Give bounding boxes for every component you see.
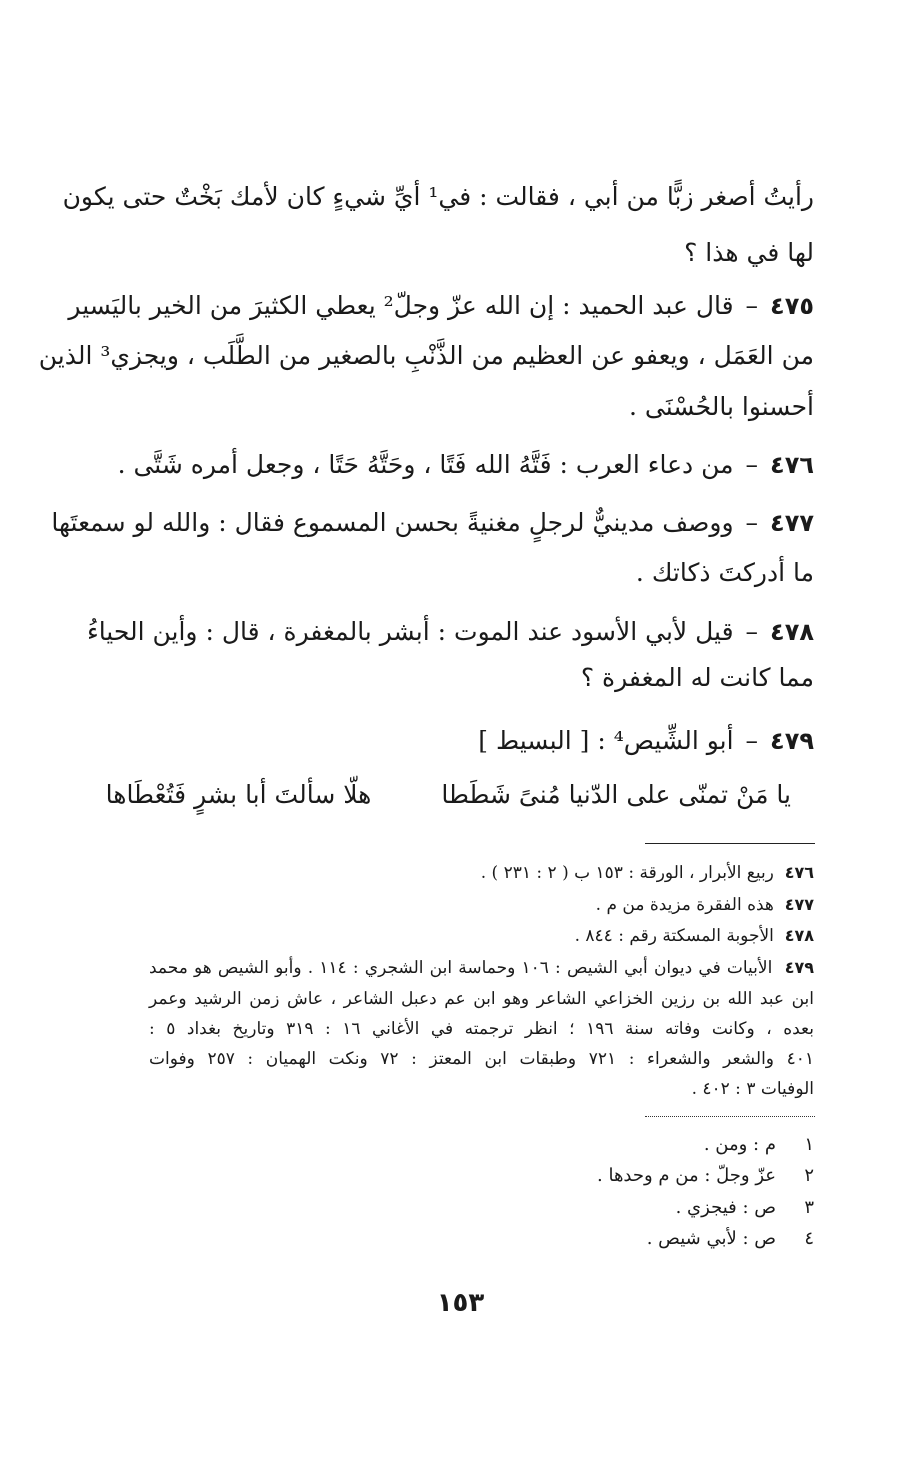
variant-text: ص : فيجزي . [675, 1197, 776, 1218]
paragraph-text: من دعاء العرب : فَتَّهُ الله فَتًا ، وحَتَّهُ حَتًا ، وجعل أمره شَتَّى . [117, 450, 734, 479]
poem-verse [106, 778, 791, 812]
variant-text: عزّ وجلّ : من م وحدها . [597, 1165, 776, 1186]
paragraph-number: ٤٧٦ [770, 451, 814, 479]
variant-note-2 [597, 1162, 814, 1190]
dash: – [745, 508, 759, 537]
footnote-479-line-3: بعده ، وكانت وفاته سنة ١٩٦ ؛ انظر ترجمته في الأغاني ١٦ : ٣١٩ وتاريخ بغداد ٥ : [149, 1019, 814, 1039]
intro-line-1: رأيتُ أصغر زبًّا من أبي ، فقالت : في¹ أيِّ شيءٍ كان لأمك بَخْتٌ حتى يكون [62, 182, 814, 211]
paragraph-478-line-2: مما كانت له المغفرة ؟ [580, 663, 814, 692]
paragraph-text: قيل لأبي الأسود عند الموت : أبشر بالمغفرة ، قال : وأين الحياءُ [86, 617, 734, 646]
footnote-separator [645, 843, 815, 844]
footnote-number: ٤٧٨ [784, 926, 814, 945]
paragraph-number: ٤٧٧ [770, 509, 814, 537]
paragraph-number: ٤٧٥ [770, 292, 814, 320]
verse-second-hemistich: هلّا سألتَ أبا بشرٍ فَتُعْطَاها [105, 780, 372, 809]
footnote-number: ٤٧٩ [784, 958, 814, 977]
paragraph-475-line-1 [68, 289, 814, 323]
paragraph-text: ووصف مدينيٌّ لرجلٍ مغنيةً بحسن المسموع فقال : والله لو سمعتَها [51, 508, 734, 537]
footnote-477 [149, 892, 814, 918]
dash: – [745, 617, 759, 646]
variant-index: ٤ [804, 1228, 814, 1249]
footnote-text: الأجوبة المسكتة رقم : ٨٤٤ . [574, 926, 774, 946]
footnote-text: ربيع الأبرار ، الورقة : ١٥٣ ب ( ٢ : ٢٣١ ) . [480, 863, 774, 883]
paragraph-475-line-3: أحسنوا بالحُسْنَى . [629, 392, 814, 421]
verse-first-hemistich: يا مَنْ تمنّى على الدّنيا مُنىً شَطَطا [441, 780, 791, 809]
footnote-479-line-2: ابن عبد الله بن رزين الخزاعي الشاعر وهو ابن عم دعبل الشاعر ، عاش زمن الرشيد وعمر [149, 989, 814, 1009]
paragraph-477-line-2: ما أدركتَ ذكاتك . [635, 558, 814, 587]
paragraph-text: قال عبد الحميد : إن الله عزّ وجلّ² يعطي الكثيرَ من الخير باليَسير [68, 291, 734, 320]
intro-line-2: لها في هذا ؟ [684, 238, 814, 267]
paragraph-476-line-1 [117, 448, 814, 482]
variant-text: م : ومن . [703, 1134, 776, 1155]
paragraph-text: أبو الشِّيص⁴ : [ البسيط ] [478, 726, 734, 755]
variant-note-4 [647, 1225, 814, 1253]
footnote-478 [149, 923, 814, 949]
paragraph-475-line-2: من العَمَل ، ويعفو عن العظيم من الذَّنْبِ بالصغير من الطَّلَب ، ويجزي³ الذين [38, 341, 814, 370]
variant-note-1 [704, 1131, 814, 1159]
footnote-479-line-4: ٤٠١ والشعر والشعراء : ٧٢١ وطبقات ابن المعتز : ٧٢ ونكت الهميان : ٢٥٧ وفوات [149, 1049, 815, 1069]
variant-index: ١ [804, 1134, 814, 1155]
variant-text: ص : لأبي شيص . [646, 1228, 776, 1249]
page-number: ١٥٣ [436, 1288, 485, 1318]
footnote-476 [149, 860, 814, 886]
dash: – [745, 291, 759, 320]
footnote-text: الأبيات في ديوان أبي الشيص : ١٠٦ وحماسة ابن الشجري : ١١٤ . وأبو الشيص هو محمد [149, 958, 773, 978]
paragraph-number: ٤٧٨ [770, 618, 814, 646]
dash: – [745, 450, 759, 479]
paragraph-477-line-1 [51, 506, 814, 540]
variant-note-3 [676, 1194, 814, 1222]
footnote-number: ٤٧٧ [784, 895, 814, 914]
footnote-479-line-1 [149, 955, 814, 981]
variant-index: ٢ [804, 1165, 814, 1186]
footnote-479-line-5: الوفيات ٣ : ٤٠٢ . [691, 1079, 814, 1099]
dash: – [745, 726, 759, 755]
footnote-number: ٤٧٦ [784, 863, 814, 882]
variants-separator [645, 1116, 815, 1117]
paragraph-479-line-1 [149, 724, 814, 758]
footnote-text: هذه الفقرة مزيدة من م . [595, 895, 774, 915]
paragraph-number: ٤٧٩ [770, 727, 814, 755]
paragraph-478-line-1 [86, 615, 814, 649]
variant-index: ٣ [804, 1197, 814, 1218]
